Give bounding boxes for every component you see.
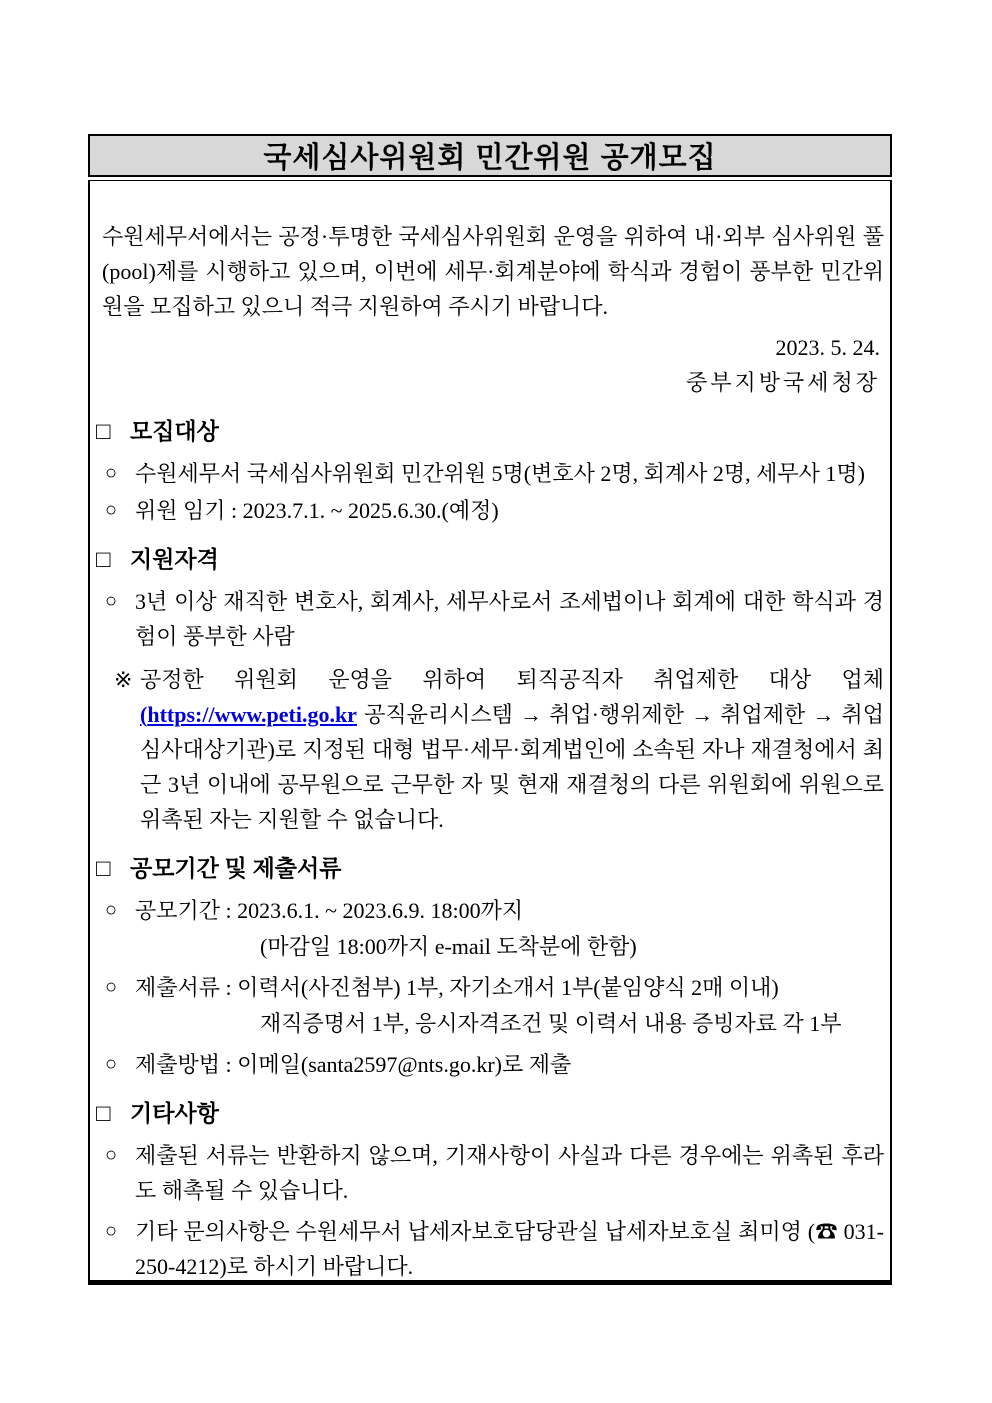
section-qualification [96,542,884,837]
section-header [96,851,884,887]
list-item-subtext: 재직증명서 1부, 응시자격조건 및 이력서 내용 증빙자료 각 1부 [260,1011,842,1036]
list-item [105,1214,884,1284]
circle-bullet-icon: ○ [105,462,118,484]
list-item-text: 공모기간 : 2023.6.1. ~ 2023.6.9. 18:00까지 [135,898,524,923]
issuing-authority: 중부지방국세청장 [685,370,880,395]
page-title: 국세심사위원회 민간위원 공개모집 [263,142,717,174]
list-item-text: 제출방법 : 이메일(santa2597@nts.go.kr)로 제출 [135,1052,572,1077]
intro-paragraph: 수원세무서에서는 공정·투명한 국세심사위원회 운영을 위하여 내·외부 심사위원 풀(pool)제를 시행하고 있으며, 이번에 세무·회계분야에 학식과 경험이 풍부한 민간위원을 모집하고 있으니 적극 지원하여 주시기 바랍니다. [102,224,884,319]
list-item [105,893,884,928]
circle-bullet-icon: ○ [105,499,118,521]
list-item [105,1138,884,1208]
document-date: 2023. 5. 24. [775,335,880,360]
square-bullet-icon: □ [96,1101,111,1127]
documents-row [100,970,884,1041]
square-bullet-icon: □ [96,856,111,882]
list-item [105,1047,884,1082]
section-recruit-target [96,414,884,528]
reference-mark-icon: ※ [114,667,133,692]
announcement-document [88,134,892,1285]
restriction-note-text [140,662,884,837]
list-item-subtext: (마감일 18:00까지 e-mail 도착분에 한함) [260,934,637,959]
peti-link[interactable]: https://www.peti.go.kr [147,702,357,727]
section-period-documents [96,851,884,1082]
circle-bullet-icon: ○ [105,590,118,612]
circle-bullet-icon: ○ [105,899,118,921]
list-item [105,493,884,528]
circle-bullet-icon: ○ [105,1053,118,1075]
note-before-link: 공정한 위원회 운영을 위하여 퇴직공직자 취업제한 대상 업체 [140,667,884,692]
period-row [100,893,884,964]
section-title: 기타사항 [130,1101,219,1126]
list-item [105,584,884,654]
list-item-text: 위원 임기 : 2023.7.1. ~ 2025.6.30.(예정) [135,498,499,523]
link-open-paren: ( [140,702,148,727]
list-item [105,456,884,491]
circle-bullet-icon: ○ [105,1144,118,1166]
section-misc [96,1096,884,1284]
list-item-text: 수원세무서 국세심사위원회 민간위원 5명(변호사 2명, 회계사 2명, 세무사 1명) [135,461,865,486]
section-header [96,542,884,578]
square-bullet-icon: □ [96,547,111,573]
circle-bullet-icon: ○ [105,976,118,998]
restriction-note [114,662,884,837]
circle-bullet-icon: ○ [105,1220,118,1242]
list-item-text: 제출서류 : 이력서(사진첨부) 1부, 자기소개서 1부(붙임양식 2매 이내) [135,975,779,1000]
document-title-bar [88,134,892,177]
section-title: 모집대상 [130,419,219,444]
submit-method-row [100,1047,884,1082]
list-item-text: 제출된 서류는 반환하지 않으며, 기재사항이 사실과 다른 경우에는 위촉된 후라도 해촉될 수 있습니다. [135,1143,884,1203]
document-body [88,180,892,1285]
section-title: 공모기간 및 제출서류 [130,856,342,881]
section-title: 지원자격 [130,547,219,572]
square-bullet-icon: □ [96,419,111,445]
list-item [105,970,884,1005]
list-item-text: 기타 문의사항은 수원세무서 납세자보호담당관실 납세자보호실 최미영 (☎ 031-250-4212)로 하시기 바랍니다. [135,1219,884,1279]
section-header [96,414,884,450]
section-header [96,1096,884,1132]
note-after-link: 공직윤리시스템 → 취업·행위제한 → 취업제한 → 취업심사대상기관)로 지정된 대형 법무·세무·회계법인에 소속된 자나 재결청에서 최근 3년 이내에 공무원으로 근무한 자 및 현재 재결청의 다른 위원회에 위원으로 위촉된 자는 지원할 수 없습니다. [140,702,884,832]
list-item-text: 3년 이상 재직한 변호사, 회계사, 세무사로서 조세법이나 회계에 대한 학식과 경험이 풍부한 사람 [135,589,884,649]
